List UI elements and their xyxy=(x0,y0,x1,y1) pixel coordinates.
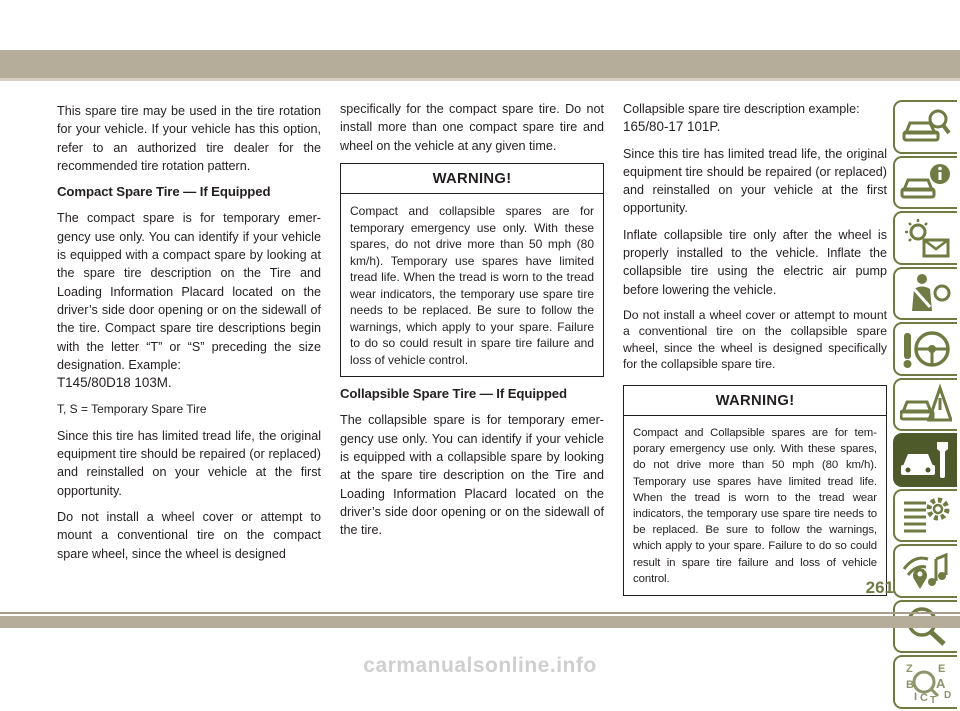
warning-box-2 xyxy=(623,385,887,596)
car-warning-triangle-icon xyxy=(900,382,952,426)
column-1 xyxy=(57,102,321,571)
warning-body-2: Compact and Collapsible spares are for temporary emergency use only. With these spares, do not drive more than 50 mph (80 km/h). Temporary use spares have limited tread life. When the tread is worn to the tread wear indicators, the temporary use spare tire needs to be replaced. Be sure to follow the warnings, which apply to your spare. Failure to do so could result in spare tire failure and loss of vehicle control. xyxy=(633,426,877,585)
header-band-line xyxy=(0,78,960,81)
collapsible-spare-heading: Collapsible Spare Tire — If Equipped xyxy=(340,386,567,402)
index-letter: A xyxy=(936,675,946,691)
tab-technical-specifications[interactable] xyxy=(893,489,957,543)
compact-spare-paragraph xyxy=(57,209,321,374)
tab-instrument-panel[interactable] xyxy=(893,156,957,210)
index-letter: T xyxy=(930,694,937,704)
wheel-cover-paragraph: Do not install a wheel cover or attempt to mount a conventional tire on the compact spare wheel, since the wheel is designed xyxy=(57,509,321,561)
index-letter: C xyxy=(920,691,928,704)
index-letter: D xyxy=(944,689,952,701)
tab-getting-to-know[interactable] xyxy=(893,100,957,154)
warning-title-2: WARNING! xyxy=(624,386,886,416)
spare-legend: T, S = Temporary Spare Tire xyxy=(57,402,207,417)
collapsible-example-intro: Collapsible spare tire description example: xyxy=(623,102,860,116)
top-margin xyxy=(0,0,960,50)
column-2 xyxy=(340,100,604,548)
inflate-paragraph: Inflate collapsible tire only after the wheel is properly installed to the vehicle. Inflate the collapsible tire using the electric air pump before lowering the vehicle. xyxy=(623,227,887,297)
collapsible-spare-paragraph: The collapsible spare is for temporary emergency use only. You can identify if your vehicle is equipped with a collapsible spare by looking at the spare tire description on the Tire and Loading Information Placard located on the driver’s side door opening or on the sidewall of the tire. xyxy=(340,413,604,538)
index-letter: E xyxy=(938,662,946,675)
watermark: carmanualsonline.info xyxy=(363,654,597,677)
compact-spare-example: T145/80D18 103M. xyxy=(57,375,172,391)
collapsible-wheel-cover-paragraph: Do not install a wheel cover or attempt to mount a conventional tire on the collapsible spare wheel, since the wheel is designed specifically for the collapsible spare tire. xyxy=(623,307,887,372)
limited-tread-paragraph: Since this tire has limited tread life, the original equipment tire should be repaired (or replaced) and reinstalled on your vehicle at the first opportunity. xyxy=(57,428,321,498)
tab-servicing-maintenance[interactable] xyxy=(893,433,957,487)
intro-paragraph: This spare tire may be used in the tire rotation for your vehicle. If your vehicle has this option, refer to an authorized tire dealer for the recommended tire rotation pattern. xyxy=(57,104,321,173)
collapsible-example: 165/80-17 101P. xyxy=(623,119,721,135)
seatbelt-airbag-icon xyxy=(900,271,952,315)
tab-warning-lights[interactable] xyxy=(893,211,957,265)
column-3 xyxy=(623,100,887,604)
header-band xyxy=(0,50,960,78)
page-number: 261 xyxy=(865,578,894,597)
warning-box xyxy=(340,163,604,377)
specifications-gear-icon xyxy=(900,493,952,537)
footer-band-line xyxy=(0,612,960,614)
tab-starting-operating[interactable] xyxy=(893,322,957,376)
compact-spare-text: The compact spare is for temporary emergency use only. You can identify if your vehicle is equipped with a compact spare by looking at the spare tire description on the Tire and Loading Information Placard located on the driver’s side door opening or on the sidewall of the tire. Compact spare tire descriptions begin with the letter “T” or “S” preceding the size designation. Example: xyxy=(57,211,321,372)
compact-spare-continued: specifically for the compact spare tire. Do not install more than one compact spare tire and wheel on the vehicle at any given time. xyxy=(340,102,604,153)
multimedia-music-icon xyxy=(900,549,952,593)
index-letter: Z xyxy=(906,662,913,675)
steering-wheel-icon xyxy=(900,327,952,371)
warning-body: Compact and collapsible spares are for temporary emergency use only. With these spares, do not drive more than 50 mph (80 km/h). Temporary use spares have limited tread life. When the tread is worn to the tread wear indicators, the temporary use spare tire needs to be replaced. Be sure to follow the warnings, which apply to your spare. Failure to do so could result in spare tire failure and loss of vehicle control. xyxy=(350,204,594,367)
tab-safety[interactable] xyxy=(893,267,957,321)
tab-multimedia[interactable] xyxy=(893,544,957,598)
warning-title: WARNING! xyxy=(341,164,603,194)
warning-lights-message-icon xyxy=(900,216,952,260)
compact-spare-heading: Compact Spare Tire — If Equipped xyxy=(57,184,271,200)
car-wrench-icon xyxy=(900,438,952,482)
collapsible-limited-tread-paragraph: Since this tire has limited tread life, the original equipment tire should be repaired (or replaced) and reinstalled on your vehicle at the first opportunity. xyxy=(623,146,887,216)
car-search-icon xyxy=(900,105,952,149)
car-info-icon xyxy=(900,160,952,204)
index-letter: I xyxy=(914,690,918,703)
footer-band xyxy=(0,616,960,628)
tab-in-case-of-emergency[interactable] xyxy=(893,378,957,432)
index-letter: B xyxy=(906,678,914,691)
